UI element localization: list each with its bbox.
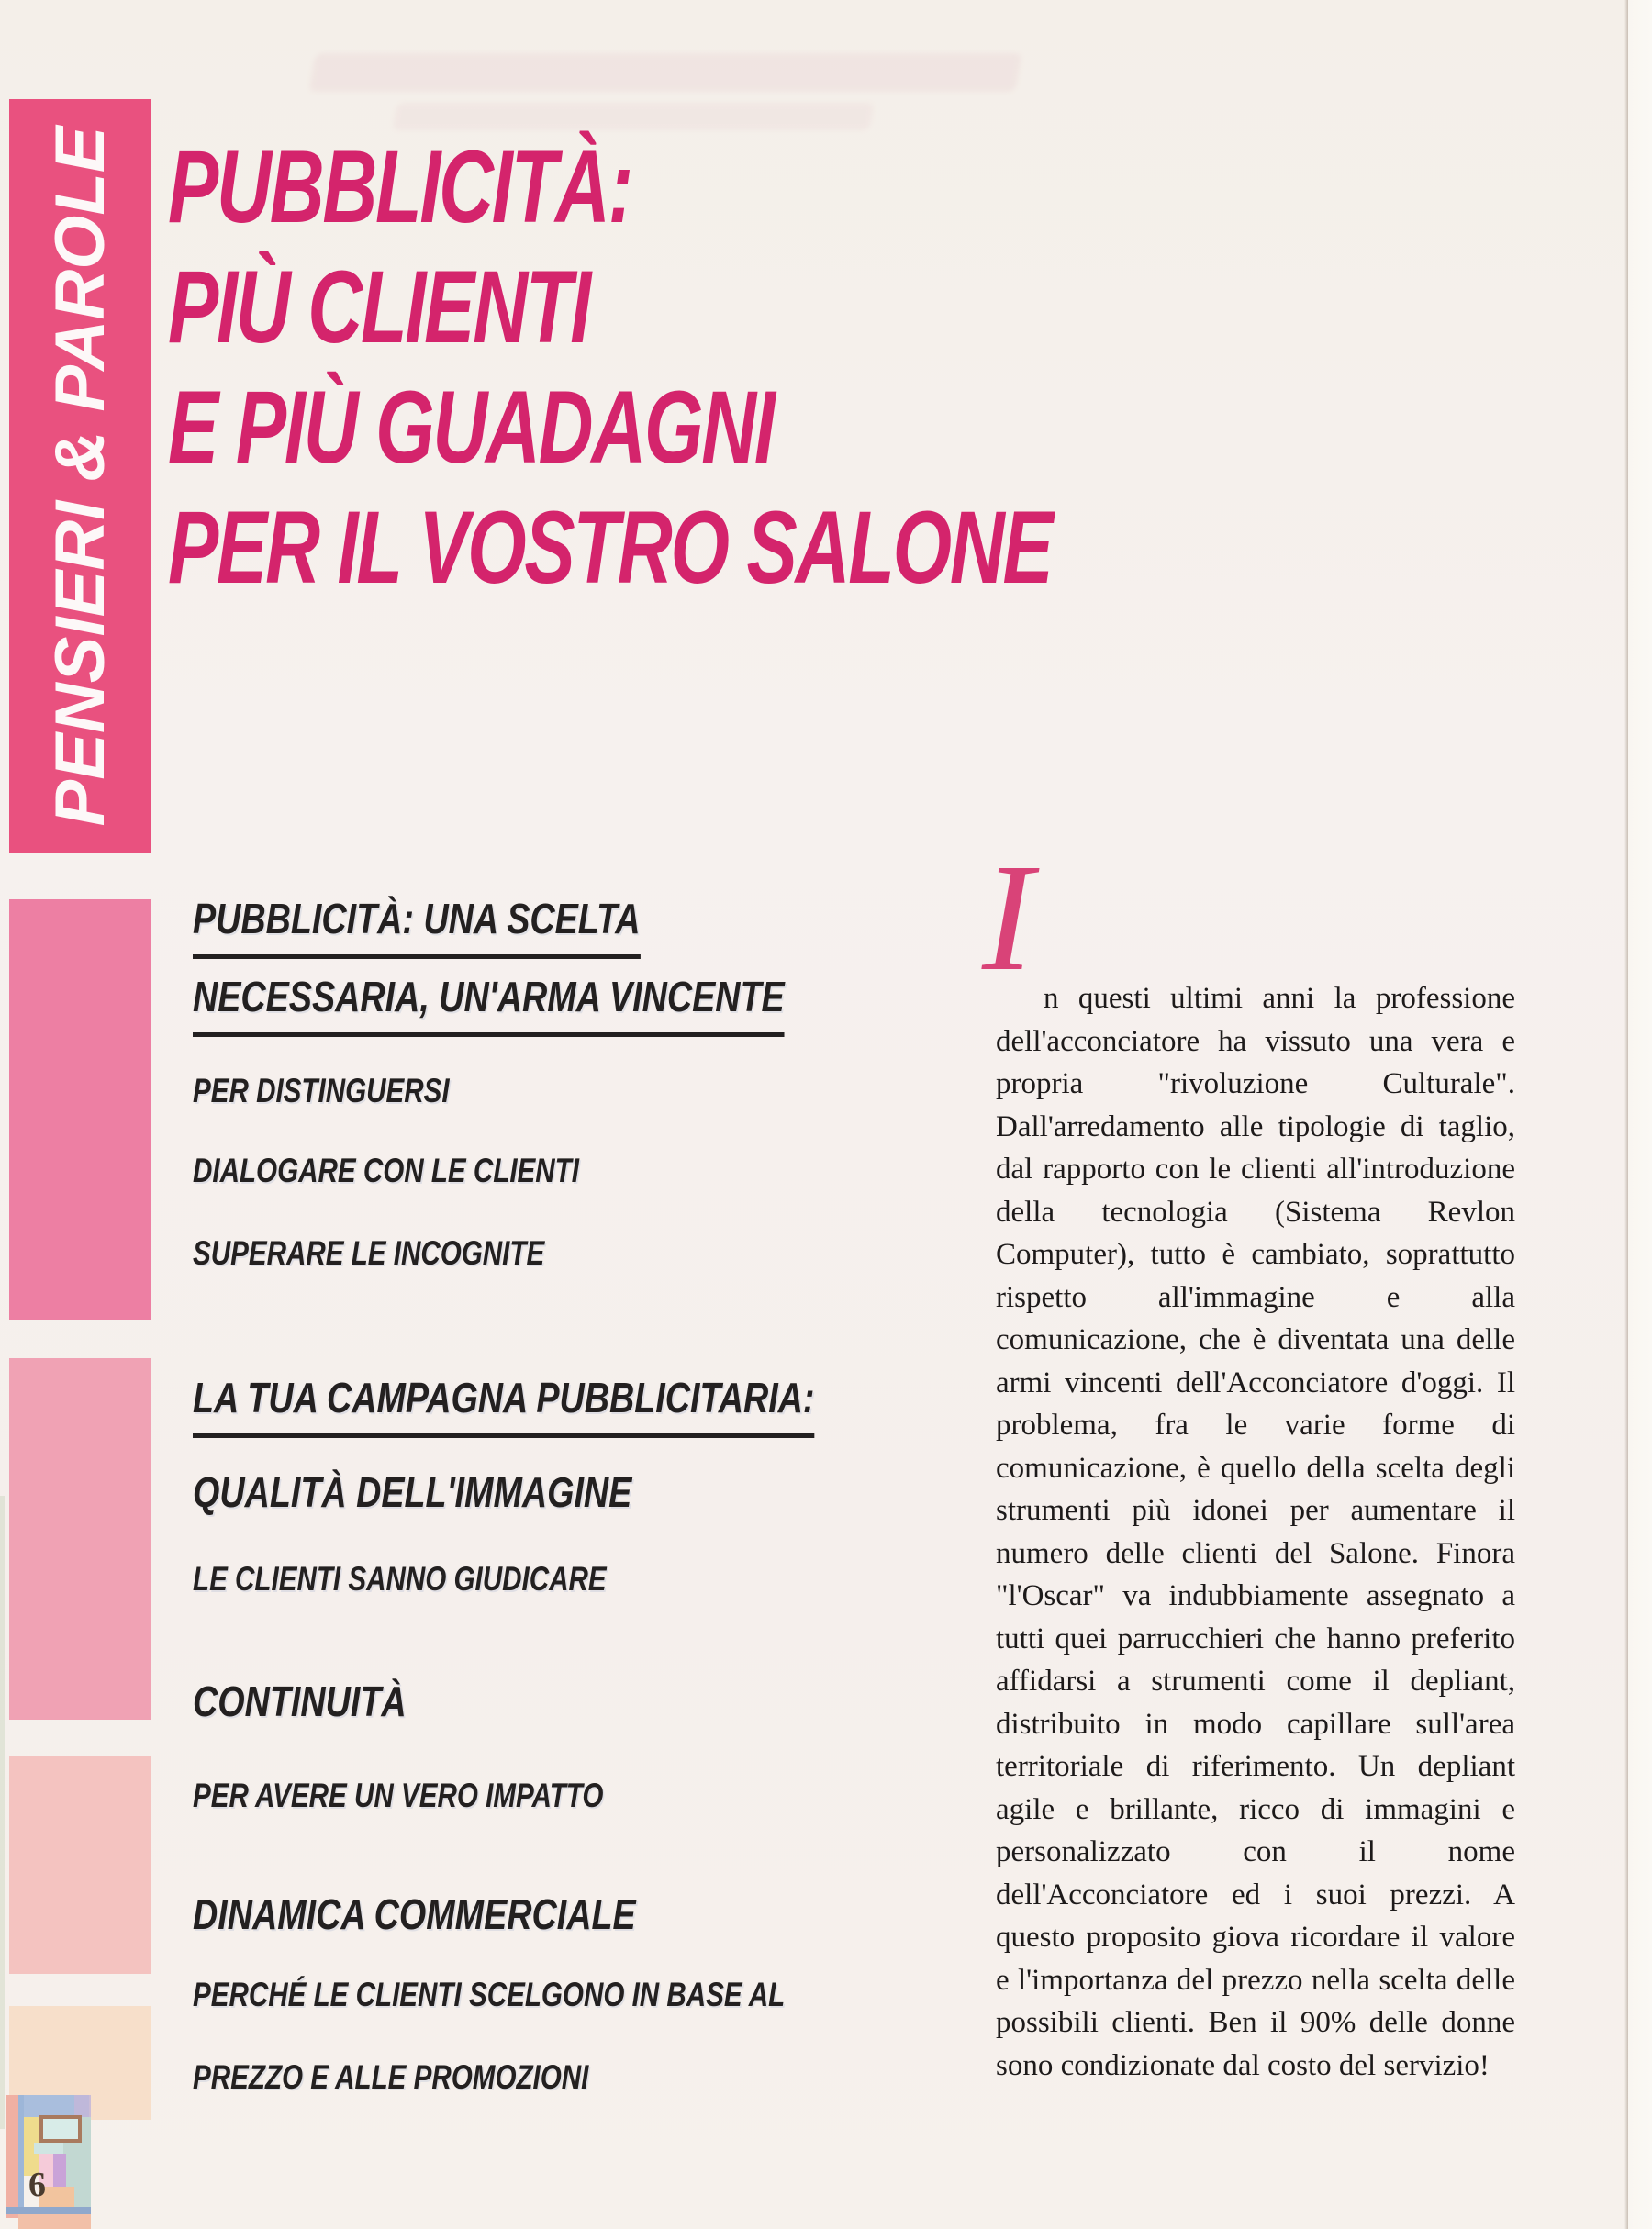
section3-subheading: CONTINUITÀ <box>193 1677 407 1725</box>
section1-heading-line1: PUBBLICITÀ: UNA SCELTA <box>193 895 739 959</box>
page-edge <box>1628 0 1652 2229</box>
section1-heading-line2: NECESSARIA, UN'ARMA VINCENTE <box>193 973 914 1037</box>
section3-item-1: PER AVERE UN VERO IMPATTO <box>193 1777 604 1814</box>
section2-subheading: QUALITÀ DELL'IMMAGINE <box>193 1468 632 1516</box>
section2-heading: LA TUA CAMPAGNA PUBBLICITARIA: <box>193 1374 951 1438</box>
title-line-1: PUBBLICITÀ: <box>168 129 632 244</box>
section4-subheading: DINAMICA COMMERCIALE <box>193 1890 636 1938</box>
title-line-3: E PIÙ GUADAGNI <box>168 370 774 485</box>
section4-item-2: PREZZO E ALLE PROMOZIONI <box>193 2058 589 2096</box>
rail-block-3 <box>9 1358 151 1720</box>
section1-item-3: SUPERARE LE INCOGNITE <box>193 1234 545 1272</box>
ghost-showthrough-bar <box>308 53 1021 92</box>
pensieri-parole-banner <box>9 99 151 853</box>
drop-cap-spacer <box>996 977 1044 1016</box>
logo-tile <box>34 2143 63 2154</box>
banner-label: PENSIERI & PAROLE <box>40 126 119 827</box>
article-drop-cap: I <box>982 832 1033 1003</box>
title-line-2: PIÙ CLIENTI <box>168 250 590 364</box>
article-body <box>996 977 1515 2087</box>
page-title <box>168 127 1362 607</box>
page-number: 6 <box>28 2166 46 2204</box>
rail-block-4 <box>9 1756 151 1974</box>
title-line-4: PER IL VOSTRO SALONE <box>168 490 1052 605</box>
section1-item-2: DIALOGARE CON LE CLIENTI <box>193 1152 579 1189</box>
article-text: n questi ultimi anni la professione dell'acconciatore ha vissuto una vera e propria "rivoluzione Culturale". Dall'arredamento alle tipologie di taglio, dal rapporto con le clienti all'introduzione della tecnologia (Sistema Revlon Computer), tutto è cambiato, soprattutto rispetto all'immagine e alla comunicazione, che è diventata una delle armi vincenti dell'Acconciatore d'oggi. Il problema, fra le varie forme di comunicazione, è quello della scelta degli strumenti più idonei per aumentare il numero delle clienti del Salone. Finora "l'Oscar" va indubbiamente assegnato a tutti quei parrucchieri che hanno preferito affidarsi a strumenti come il depliant, distribuito in modo capillare sull'area territoriale di riferimento. Un depliant agile e brillante, ricco di immagini e personalizzato con il nome dell'Acconciatore ed i suoi prezzi. A questo proposito giova ricordare il valore e l'importanza del prezzo nella scelta delle possibili clienti. Ben il 90% delle donne sono condizionate dal costo del servizio! <box>996 982 1515 2082</box>
logo-tile <box>6 2207 91 2214</box>
rail-block-2 <box>9 899 151 1320</box>
logo-tile <box>6 2095 18 2218</box>
section2-item-1: LE CLIENTI SANNO GIUDICARE <box>193 1560 607 1598</box>
section1-item-1: PER DISTINGUERSI <box>193 1072 450 1109</box>
logo-tile <box>39 2115 82 2143</box>
scan-edge-artifact <box>0 1496 5 2129</box>
section4-item-1: PERCHÉ LE CLIENTI SCELGONO IN BASE AL <box>193 1976 786 2013</box>
page-edge-crease <box>1624 0 1628 2229</box>
publisher-logo <box>6 2095 91 2229</box>
logo-tile <box>74 2095 91 2117</box>
logo-tile <box>18 2214 91 2229</box>
